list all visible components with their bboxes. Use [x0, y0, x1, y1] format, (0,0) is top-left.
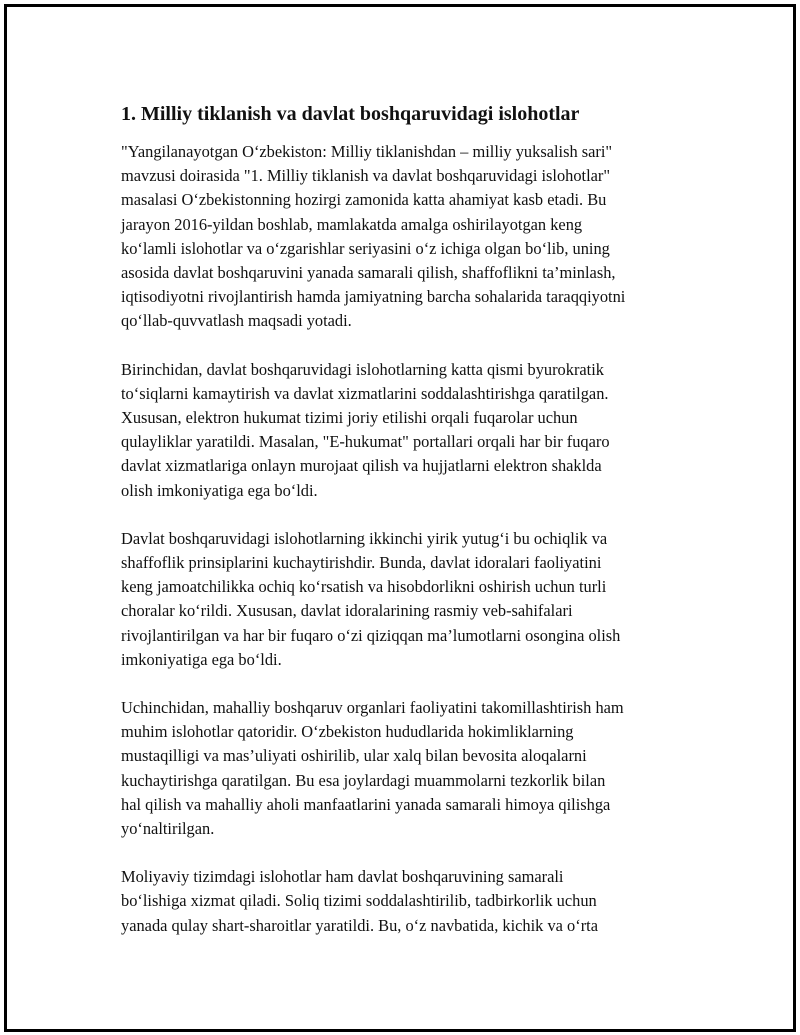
- paragraph-intro: [121, 140, 721, 334]
- text-line: to‘siqlarni kamaytirish va davlat xizmatlarini soddalashtirishga qaratilgan.: [121, 383, 609, 403]
- paragraph-first-reform: [121, 358, 721, 503]
- paragraph-second-reform: [121, 527, 721, 672]
- text-line: "Yangilanayotgan O‘zbekiston: Milliy tiklanishdan – milliy yuksalish sari": [121, 142, 613, 161]
- text-line: Xususan, elektron hukumat tizimi joriy etilishi orqali fuqarolar uchun: [121, 408, 578, 428]
- text-line: Davlat boshqaruvidagi islohotlarning ikkinchi yirik yutug‘i bu ochiqlik va: [121, 528, 608, 548]
- text-line: imkoniyatiga ega bo‘ldi.: [121, 649, 282, 669]
- text-line: davlat xizmatlariga onlayn murojaat qilish va hujjatlarni elektron shaklda: [121, 456, 602, 476]
- text-line: Uchinchidan, mahalliy boshqaruv organlari faoliyatini takomillashtirish ham: [121, 698, 624, 718]
- text-line: rivojlantirilgan va har bir fuqaro o‘zi qiziqqan ma’lumotlarni osongina olish: [121, 625, 621, 645]
- text-line: qo‘llab-quvvatlash maqsadi yotadi.: [121, 311, 352, 331]
- document-page: [4, 4, 796, 1032]
- document-body: [121, 100, 721, 962]
- text-line: yo‘naltirilgan.: [121, 819, 215, 839]
- text-line: muhim islohotlar qatoridir. O‘zbekiston hududlarida hokimliklarning: [121, 722, 574, 742]
- text-line: jarayon 2016-yildan boshlab, mamlakatda amalga oshirilayotgan keng: [121, 214, 583, 234]
- text-line: iqtisodiyotni rivojlantirish hamda jamiyatning barcha sohalarida taraqqiyotni: [121, 287, 626, 307]
- text-line: asosida davlat boshqaruvini yanada samarali qilish, shaffoflikni ta’minlash,: [121, 263, 616, 283]
- text-line: keng jamoatchilikka ochiq ko‘rsatish va hisobdorlikni oshirish uchun turli: [121, 577, 607, 597]
- text-line: Birinchidan, davlat boshqaruvidagi islohotlarning katta qismi byurokratik: [121, 359, 604, 379]
- text-line: choralar ko‘rildi. Xususan, davlat idoralarining rasmiy veb-sahifalari: [121, 601, 573, 621]
- text-line: bo‘lishiga xizmat qiladi. Soliq tizimi soddalashtirilib, tadbirkorlik uchun: [121, 891, 597, 911]
- paragraph-financial-reform: [121, 865, 721, 938]
- text-line: olish imkoniyatiga ega bo‘ldi.: [121, 480, 318, 500]
- text-line: mavzusi doirasida "1. Milliy tiklanish va davlat boshqaruvidagi islohotlar": [121, 166, 611, 186]
- text-line: Moliyaviy tizimdagi islohotlar ham davlat boshqaruvining samarali: [121, 867, 564, 887]
- text-line: masalasi O‘zbekistonning hozirgi zamonida katta ahamiyat kasb etadi. Bu: [121, 190, 607, 210]
- text-line: qulayliklar yaratildi. Masalan, "E-hukumat" portallari orqali har bir fuqaro: [121, 432, 610, 452]
- paragraph-third-reform: [121, 696, 721, 841]
- text-line: kuchaytirishga qaratilgan. Bu esa joylardagi muammolarni tezkorlik bilan: [121, 770, 606, 790]
- text-line: yanada qulay shart-sharoitlar yaratildi. Bu, o‘z navbatida, kichik va o‘rta: [121, 915, 598, 935]
- text-line: mustaqilligi va mas’uliyati oshirilib, ular xalq bilan bevosita aloqalarni: [121, 746, 587, 766]
- text-line: shaffoflik prinsiplarini kuchaytirishdir. Bunda, davlat idoralari faoliyatini: [121, 553, 602, 573]
- document-title: 1. Milliy tiklanish va davlat boshqaruvidagi islohotlar: [121, 103, 580, 125]
- text-line: hal qilish va mahalliy aholi manfaatlarini yanada samarali himoya qilishga: [121, 794, 611, 814]
- text-line: ko‘lamli islohotlar va o‘zgarishlar seriyasini o‘z ichiga olgan bo‘lib, uning: [121, 238, 610, 258]
